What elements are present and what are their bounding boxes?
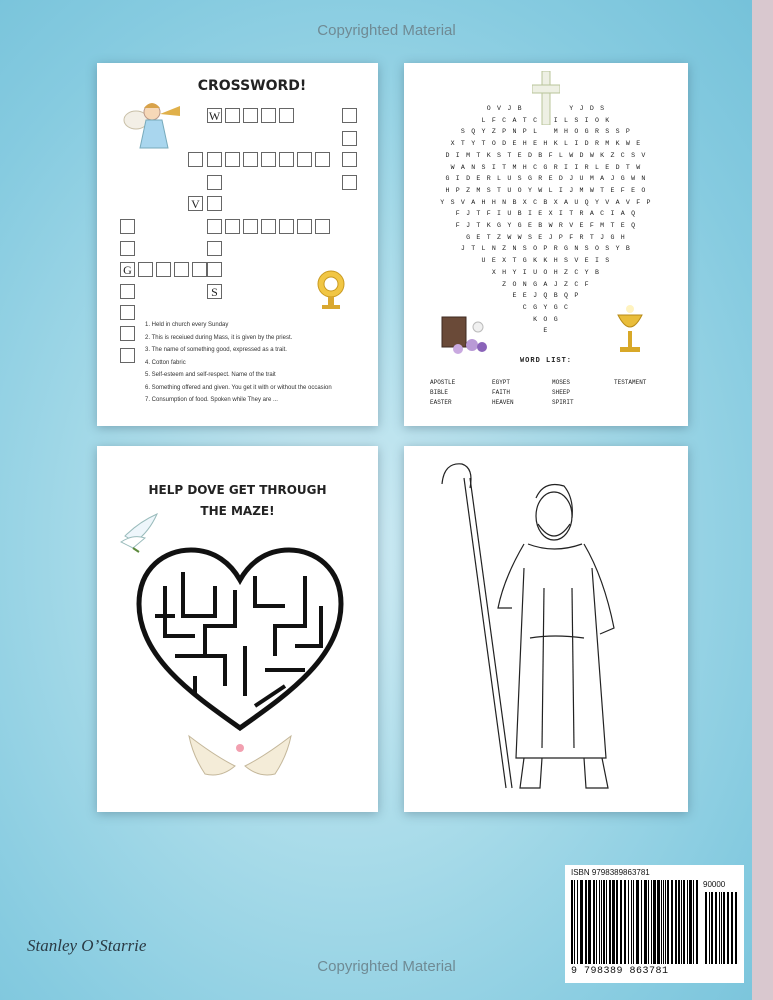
barcode [565,865,744,983]
barcode-bar [693,880,694,964]
crossword-cell[interactable] [120,305,135,320]
wordsearch-row: G E T Z W W S E J P F R T J G H [466,233,626,241]
crossword-cell[interactable] [207,241,222,256]
crossword-clue: 3. The name of something good, expressed as a trait. [145,347,287,353]
book-spine [752,0,773,1000]
barcode-bar [683,880,685,964]
crossword-cell[interactable] [279,152,294,167]
wordsearch-row: L F C A T C I L S I O K [481,116,611,124]
crossword-cell[interactable] [207,262,222,277]
crossword-clue: 5. Self-esteem and self-respect. Name of the trait [145,372,276,378]
isbn-text: ISBN 9798389863781 [571,868,650,877]
barcode-bar [671,880,673,964]
wordsearch-row: X H Y I U O H Z C Y B [491,268,601,276]
crossword-cell[interactable] [225,152,240,167]
crossword-cell[interactable] [120,284,135,299]
crossword-cell[interactable] [225,108,240,123]
barcode-bar [628,880,629,964]
crossword-cell[interactable] [188,152,203,167]
barcode-bar [620,880,622,964]
barcode-bar [644,880,647,964]
barcode-bar [696,880,698,964]
crossword-cell[interactable] [174,262,189,277]
crossword-cell[interactable] [120,326,135,341]
barcode-bar [606,880,607,964]
barcode-bar [631,880,632,964]
barcode-bar [653,880,656,964]
crossword-cell[interactable] [279,108,294,123]
crossword-cell[interactable] [207,152,222,167]
word-list-item: HEAVEN [492,399,514,406]
barcode-bar [603,880,605,964]
crossword-clue: 2. This is receiued during Mass, it is given by the priest. [145,334,293,341]
barcode-bar [715,892,717,964]
wordsearch-row: Z O N G A J Z C F [502,280,590,288]
barcode-bar [609,880,611,964]
barcode-bars [571,880,741,972]
monstrance-icon [314,268,348,312]
barcode-bar [661,880,662,964]
crossword-cell[interactable] [120,348,135,363]
word-list-title: WORD LIST: [519,357,572,365]
watermark-bottom: Copyrighted Material [317,958,456,975]
crossword-cell[interactable] [261,219,276,234]
barcode-bar [599,880,600,964]
crossword-letter[interactable]: G [120,262,135,277]
wordsearch-row: O V J B Y J D S [486,105,606,112]
barcode-bar [577,880,578,964]
word-list-item: EASTER [430,399,452,406]
crossword-cell[interactable] [297,152,312,167]
crossword-cell[interactable] [225,219,240,234]
crossword-letter[interactable]: S [207,284,222,299]
crossword-cell[interactable] [279,219,294,234]
barcode-bar [735,892,737,964]
wordsearch-row: E E J Q B Q P [512,292,580,300]
crossword-cell[interactable] [138,262,153,277]
two-doves-icon [185,726,295,790]
crossword-cell[interactable] [207,175,222,190]
wordsearch-row: C G Y G C [522,303,570,311]
wordsearch-row: X T Y T O D E H E H K L I D R M K W E [450,140,642,148]
wordsearch-row: H P Z M S T U O Y W L I J M W T E F E O [445,186,647,194]
barcode-bar [665,880,666,964]
barcode-bar [593,880,595,964]
word-list-item: EGYPT [492,379,511,386]
barcode-bar [663,880,664,964]
crossword-cell[interactable] [120,241,135,256]
barcode-bar [580,880,583,964]
wordsearch-row: E [543,327,549,335]
barcode-bar [588,880,591,964]
crossword-cell[interactable] [297,219,312,234]
wordsearch-row: W A N S I T M H C G R I I R L E D T W [450,163,642,171]
crossword-cell[interactable] [315,219,330,234]
crossword-cell[interactable] [261,152,276,167]
word-list-item: MOSES [552,379,571,386]
maze-title-line1: HELP DOVE GET THROUGH [148,483,327,497]
barcode-bar [731,892,733,964]
shepherd-illustration [424,458,664,803]
barcode-digits: 9 798389 863781 [571,966,669,977]
crossword-cell[interactable] [120,219,135,234]
heart-maze[interactable] [135,546,345,734]
word-list-item: APOSTLE [430,379,456,386]
barcode-bar [633,880,634,964]
word-list-item: FAITH [492,389,511,396]
barcode-bar [651,880,652,964]
crossword-clue: 6. Something offered and given. You get it with or without the occasion [145,384,332,391]
word-list-item: TESTAMENT [614,379,647,386]
crossword-cell[interactable] [192,262,207,277]
crossword-cell[interactable] [207,219,222,234]
wordsearch-row: G I D E R L U S G R E D J U M A J G W N [445,175,647,183]
barcode-bar [689,880,692,964]
crossword-cell[interactable] [207,196,222,211]
barcode-bar [601,880,602,964]
crossword-clues [145,319,370,407]
wordsearch-row: U E X T G K K H S V E I S [481,257,611,265]
wordsearch-row: K O G [533,315,559,323]
crossword-clue: 1. Held in church every Sunday [145,322,229,328]
barcode-bar [667,880,669,964]
wordsearch-row: J T L N Z N S O P R G N S O S Y B [460,245,632,253]
barcode-bar [571,880,573,964]
barcode-bar [636,880,639,964]
price-code: 90000 [703,880,726,889]
barcode-bar [709,892,710,964]
barcode-bar [648,880,649,964]
barcode-bar [624,880,626,964]
barcode-bar [657,880,660,964]
barcode-bar [727,892,729,964]
crossword-cell[interactable] [342,108,357,123]
barcode-bar [705,892,707,964]
crossword-letter[interactable]: V [188,196,203,211]
watermark-top: Copyrighted Material [317,22,456,39]
crossword-page [97,63,378,426]
barcode-bar [675,880,677,964]
wordsearch-row: F J T F I U B I E X I T R A C I A Q [455,210,637,218]
coloring-page [404,446,688,812]
crossword-cell[interactable] [315,152,330,167]
barcode-bar [585,880,587,964]
chalice-icon [607,295,653,359]
word-list-item: BIBLE [430,389,449,396]
crossword-clue: 7. Consumption of food. Spoken while They are ... [145,397,278,403]
crossword-letter[interactable]: W [208,109,221,123]
crossword-cell[interactable] [342,175,357,190]
barcode-bar [719,892,720,964]
barcode-bar [687,880,688,964]
wordsearch-page [404,63,688,426]
barcode-bar [641,880,642,964]
barcode-bar [596,880,597,964]
crossword-cell[interactable] [342,152,357,167]
barcode-bar [574,880,575,964]
barcode-bar [711,892,713,964]
crossword-cell[interactable] [243,152,258,167]
barcode-bar [681,880,682,964]
crossword-cell[interactable] [261,108,276,123]
crossword-cell[interactable] [243,108,258,123]
barcode-bar [612,880,615,964]
wordsearch-row: Y S V A H H N B X C B X A U Q Y V A V F P [440,198,652,206]
maze-page [97,446,378,812]
crossword-cell[interactable] [243,219,258,234]
author-name: Stanley O’Starrie [27,936,147,955]
word-list-item: SPIRIT [552,399,574,406]
bible-flowers-icon [436,313,496,355]
maze-title-line2: THE MAZE! [200,504,275,518]
barcode-bar [721,892,722,964]
barcode-bar [616,880,618,964]
wordsearch-row: S Q Y Z P N P L M H O G R S S P [460,128,632,136]
wordsearch-row: D I M T K S T E D B F L W D W K Z C S V [445,151,647,159]
barcode-bar [678,880,680,964]
wordsearch-row: F J T K G Y G E B W R V E F M T E Q [455,222,637,229]
crossword-title: CROSSWORD! [197,78,307,94]
crossword-clue: 4. Cotton fabric [145,359,186,366]
word-list-item: SHEEP [552,389,571,396]
barcode-bar [723,892,725,964]
crossword-cell[interactable] [156,262,171,277]
crossword-cell[interactable] [342,131,357,146]
angel-icon [122,96,184,158]
